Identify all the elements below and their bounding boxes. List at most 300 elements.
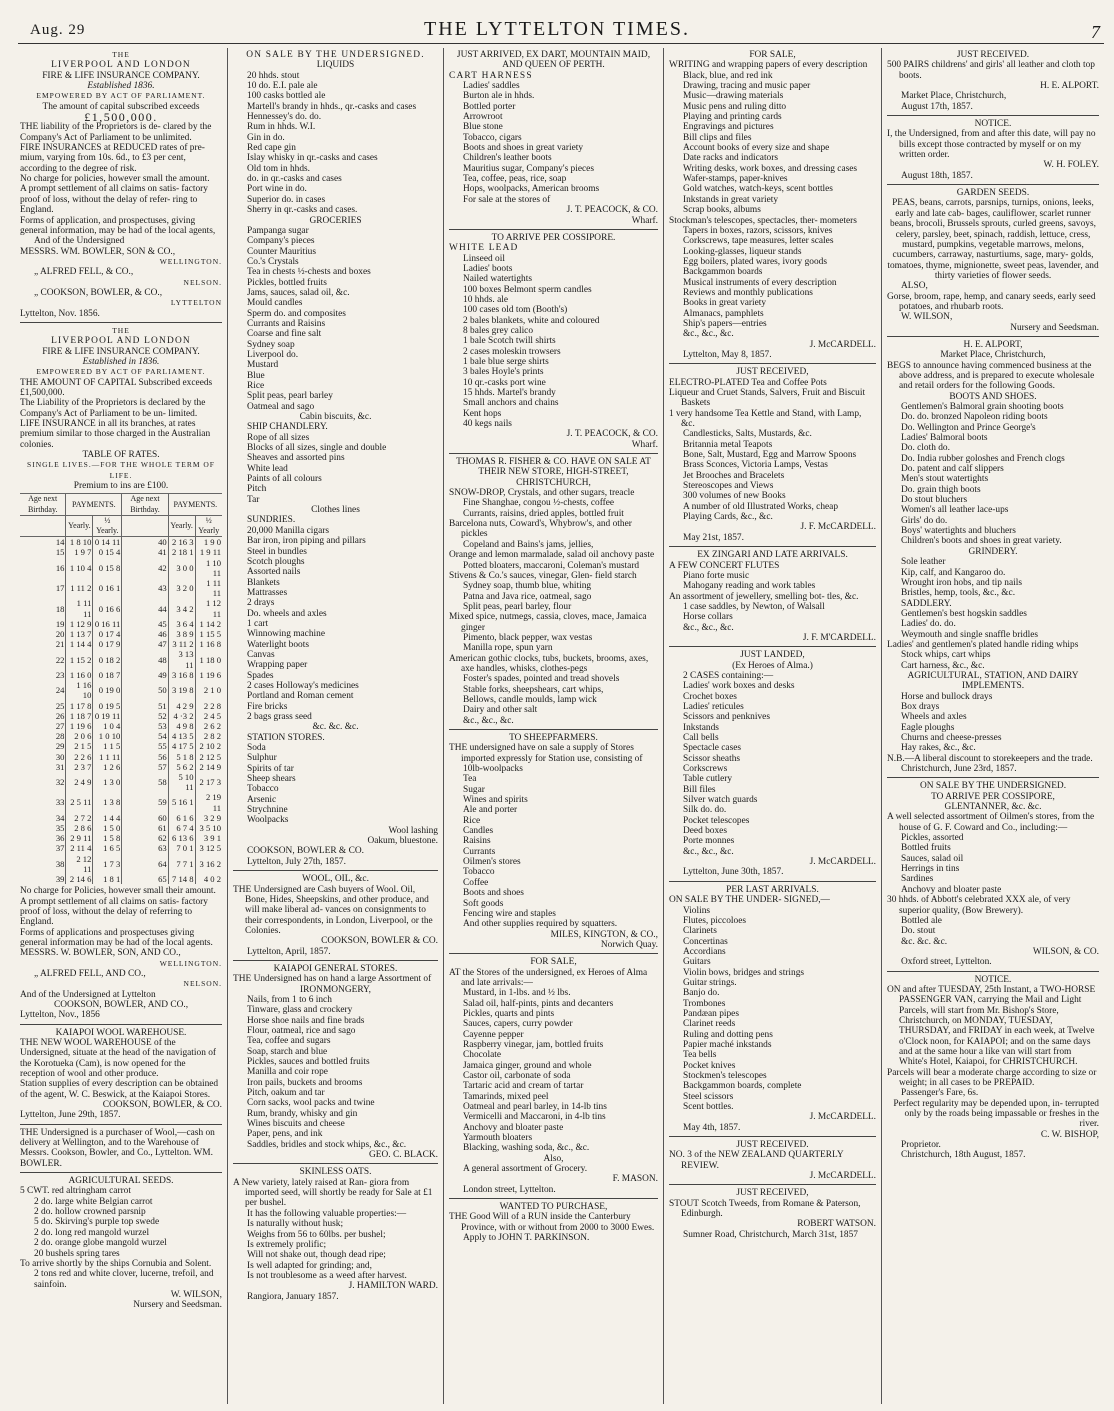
table-cell: 1 4 4	[93, 813, 122, 823]
ad-signature: Wharf.	[631, 439, 658, 450]
ad-item: Pocket telescopes	[683, 815, 750, 826]
ad-item: Bellows, candle moulds, lamp wick	[463, 694, 597, 705]
ad-item: Christchurch, 18th August, 1857.	[901, 1150, 1026, 1161]
ad-item: Bottled porter	[463, 101, 516, 112]
ad-body: Forms of applications and prospectuses giving general information may be had of the local agents.	[20, 927, 213, 948]
ad-item: Brass Sconces, Victoria Lamps, Vestas	[683, 460, 828, 471]
ad-place: WELLINGTON.	[159, 256, 222, 266]
table-row	[20, 680, 222, 700]
ad-item: Foster's spades, pointed and tread shovels	[463, 674, 620, 685]
ad-signature: C. W. BISHOP,	[1040, 1129, 1099, 1140]
ad-item: 2 do. hollow crowned parsnip	[34, 1207, 146, 1218]
ad-signature: H. E. ALPORT.	[1040, 81, 1099, 92]
ad-signature: J. McCARDELL.	[809, 857, 876, 868]
table-row	[20, 578, 222, 598]
ad-item: SUNDRIES.	[247, 515, 296, 526]
ad-item: 1 cart	[247, 618, 269, 629]
ad-item: Soap, starch and blue	[247, 1046, 328, 1057]
table-row	[20, 598, 222, 618]
ad-body: THE NEW WOOL WAREHOUSE of the Undersigned, situate at the head of the navigation of the Korotueka (Cam), is now opened for the reception of wool and other produce.	[20, 1037, 217, 1079]
ad-item: Waterlight boots	[247, 639, 309, 650]
ad-item: Egg boilers, plated wares, ivory goods	[683, 256, 827, 267]
ad-item: Wrapping paper	[247, 660, 308, 671]
table-row	[20, 721, 222, 731]
ad-item: Linseed oil	[463, 253, 505, 264]
ad-item: Churns and cheese-presses	[901, 733, 1002, 743]
ad-item: &c., &c., &c.	[683, 846, 734, 857]
ad-heading: KAIAPOI WOOL WAREHOUSE.	[55, 1027, 187, 1038]
ad-body: The Liability of the Proprietors is declared by the Company's Act of Parliament to be un- limited.	[20, 398, 206, 419]
table-cell: 1 17 8	[66, 701, 93, 711]
ad-item: Lyttelton, July 27th, 1857.	[247, 856, 346, 867]
ad-line: THE	[112, 50, 130, 59]
table-cell: 1 8 10	[66, 537, 93, 548]
table-cell: 1 14 2	[195, 619, 222, 629]
ad-divider	[233, 870, 438, 871]
ad-item: Superior do. in cases	[247, 194, 326, 205]
ad-item: Bottled fruits	[901, 843, 951, 854]
ad-divider	[669, 1184, 876, 1185]
ad-item: Pampanga sugar	[247, 225, 309, 236]
table-cell: 7 7 1	[168, 854, 195, 874]
ad-body: THE Good Will of a RUN inside the Canterbury Province, with or without from 2000 to 3000 Ewes.	[449, 1212, 655, 1233]
ad-item: Deed boxes	[683, 826, 727, 837]
ad-item: Backgammon boards, complete	[683, 1081, 802, 1092]
ad-heading: EX ZINGARI AND LATE ARRIVALS.	[697, 550, 848, 561]
table-cell: 2 12 11	[66, 854, 93, 874]
ad-item: Sole leather	[901, 557, 946, 568]
ad-item: Concertinas	[683, 936, 728, 947]
ad-item: Ale and porter	[463, 805, 518, 816]
ad-divider	[233, 960, 438, 961]
ad-item: Boys' watertights and bluchers	[901, 526, 1016, 537]
ad-item: Canvas	[247, 649, 275, 660]
advert-childrens-boots	[887, 50, 1099, 112]
ad-divider	[233, 1163, 438, 1164]
ad-line: SINGLE LIVES.—FOR THE WHOLE TERM OF LIFE.	[27, 460, 215, 480]
ad-item: Sydney soap, thumb blue, whiting	[463, 581, 592, 592]
ad-item: Spirits of tar	[247, 763, 294, 774]
ad-line: EMPOWERED BY ACT OF PARLIAMENT.	[36, 367, 206, 377]
ad-item: Guitars	[683, 957, 711, 968]
table-row	[20, 874, 222, 884]
table-header: Age next Birthday.	[20, 494, 66, 515]
ad-item: Tea, coffee and sugars	[247, 1036, 331, 1047]
ad-body: THE Undersigned are Cash buyers of Wool. Oil, Bone, Hides, Sheepskins, and other produce, and will make liberal ad- vances on consignments to their correspondents, in London, Liverpool, or the Colonies.	[233, 884, 433, 936]
ad-signature: J. McCARDELL.	[809, 1112, 876, 1123]
table-cell: 6 1 6	[168, 813, 195, 823]
ad-item: 20,000 Manilla cigars	[247, 525, 330, 536]
ad-signature: COOKSON, BOWLER & CO.	[321, 936, 438, 947]
ad-signature: Perfect regularity may be depended upon, in- terrupted only by the roads being impassable or freshes in the river.	[893, 1098, 1099, 1130]
ad-item: Tinware, glass and crockery	[247, 1005, 353, 1016]
ad-item: White lead	[247, 463, 288, 474]
table-cell: 1 11 11	[195, 578, 222, 598]
ad-item: May 4th, 1857.	[683, 1122, 741, 1133]
ad-item: Manilla rope, spun yarn	[463, 643, 553, 654]
ad-item: &c., &c., &c.	[463, 715, 514, 726]
ad-item: Rangiora, January 1857.	[247, 1291, 339, 1302]
ad-item: Currants	[463, 846, 496, 857]
ad-item: STATION STORES.	[247, 732, 325, 743]
ad-heading: JUST RECEIVED,	[736, 1188, 809, 1199]
ad-item: Stockmen's telescopes	[683, 1071, 767, 1081]
ad-item: 2 CASES containing:—	[683, 670, 774, 681]
ad-item: Oatmeal and pearl barley, in 14-lb tins	[463, 1102, 607, 1113]
table-cell: 1 16 10	[66, 680, 93, 700]
table-cell: 1 9 0	[195, 537, 222, 548]
ad-item: Spades	[247, 670, 274, 681]
ad-item: Pimento, black pepper, wax vestas	[463, 632, 593, 643]
table-cell: 5 1 8	[168, 752, 195, 762]
ad-body: An assortment of jewellery, smelling bot- tles, &c.	[669, 591, 859, 602]
table-cell: 3 2 0	[168, 578, 195, 598]
ad-item: Looking-glasses, liqueur stands	[683, 246, 802, 257]
ad-item: Fine Shanghae, congou ½-chests, coffee	[463, 498, 615, 509]
ad-item: Playing and printing cards	[683, 112, 782, 123]
table-cell: 1 2 6	[93, 762, 122, 772]
table-cell: 3 11 2	[168, 639, 195, 649]
ad-item: Bill files	[683, 784, 716, 795]
ad-subheading: GLENTANNER, &c. &c.	[944, 802, 1042, 813]
table-cell: 17	[55, 583, 65, 594]
table-cell: 63	[122, 843, 168, 853]
column-rule	[227, 48, 228, 1404]
table-cell: 39	[55, 873, 65, 884]
ad-body: Mixed spice, nutmegs, cassia, cloves, mace, Jamaica ginger	[449, 612, 647, 633]
ad-item: Rice	[247, 381, 265, 391]
table-row	[20, 701, 222, 711]
ad-item: Call bells	[683, 733, 719, 743]
ad-divider	[669, 881, 876, 882]
ad-item: Sherry in qr.-casks and cases.	[247, 205, 358, 216]
table-cell: 3 4 2	[168, 598, 195, 618]
table-header: PAYMENTS.	[168, 494, 222, 515]
ad-body: CART HARNESS	[449, 70, 533, 81]
ad-body: Orange and lemon marmalade, salad oil anchovy paste	[449, 550, 655, 561]
ad-item: Wrought iron hobs, and tip nails	[901, 577, 1022, 588]
ad-item: Guitar strings.	[683, 977, 737, 988]
ad-item: Company's pieces	[247, 236, 315, 247]
ad-item: Blue	[247, 370, 265, 381]
ad-item: Currants, raisins, dried apples, bottled fruit	[463, 508, 624, 519]
table-cell: 0 16 6	[93, 598, 122, 618]
table-cell: 49	[122, 670, 168, 680]
ad-heading: JUST LANDED,	[740, 650, 805, 661]
ad-date: Lyttelton, Nov., 1856	[20, 1010, 100, 1021]
advert-kaiapoi-stores	[233, 964, 438, 1161]
ad-signature: Nursery and Seedsman.	[1010, 322, 1099, 333]
ad-body: American gothic clocks, tubs, buckets, brooms, axes, axe handles, whisks, clothes-pegs	[449, 653, 649, 674]
ad-item: Saddles, bridles and stock whips, &c., &c.	[247, 1139, 407, 1150]
ad-body: Forms of application, and prospectuses, giving general information, may be had of the local agents,	[20, 215, 216, 236]
table-cell: 22	[55, 654, 65, 665]
ad-item: Is extremely prolific;	[247, 1239, 327, 1250]
ad-item: 2 do. orange globe mangold wurzel	[34, 1238, 167, 1249]
ad-subheading: LIQUIDS	[316, 60, 355, 71]
ad-item: Split peas, pearl barley	[247, 391, 333, 402]
ad-item: Tea in chests ½-chests and boxes	[247, 267, 371, 278]
ad-item: Do. Wellington and Prince George's	[901, 422, 1036, 433]
ad-item: &c. &c. &c.	[901, 936, 948, 947]
ad-item: Scissor sheaths	[683, 753, 741, 764]
ad-item: Tobacco	[463, 867, 495, 878]
ad-agent: MESSRS. W. BOWLER, SON, AND CO.,	[20, 948, 181, 959]
ad-item: Bill clips and files	[683, 132, 752, 143]
column-rule	[881, 48, 882, 1404]
ad-item: Tobacco	[247, 784, 279, 795]
ad-body: No charge for Policies, however small their amount.	[20, 886, 216, 897]
ad-item: Woolpacks	[247, 815, 289, 826]
ad-item: Rum, brandy, whisky and gin	[247, 1108, 358, 1119]
ad-signature: COOKSON, BOWLER, AND CO.,	[53, 999, 189, 1010]
ad-heading: ON SALE BY THE UNDERSIGNED.	[919, 781, 1067, 792]
table-cell: 2 1 5	[66, 741, 93, 751]
ad-item: Black, blue, and red ink	[683, 70, 773, 81]
column-4	[669, 50, 876, 1402]
ad-item: Wines and spirits	[463, 795, 528, 806]
table-cell: 0 18 7	[93, 670, 122, 680]
ad-item: Tapers in boxes, razors, scissors, knives	[683, 225, 833, 236]
ad-item: Bar iron, iron piping and pillars	[247, 536, 366, 547]
advert-on-sale-cookson	[233, 50, 438, 867]
ad-divider	[669, 546, 876, 547]
ad-item: May 21st, 1857.	[683, 532, 744, 543]
ad-body: WRITING and wrapping papers of every description	[669, 60, 868, 71]
ad-item: Liverpool do.	[247, 349, 299, 360]
table-cell: 2 5 11	[66, 792, 93, 812]
ad-item: Candles	[463, 826, 494, 837]
ad-heading: FIRE & LIFE INSURANCE COMPANY.	[42, 70, 200, 81]
table-cell: 1 5 0	[93, 823, 122, 833]
table-cell: 0 14 11	[94, 537, 121, 548]
ad-body: A prompt settlement of all claims on satis- factory proof of loss, without the delay of referring to England.	[20, 896, 208, 928]
table-cell: 58	[122, 772, 168, 792]
table-cell: 0 17 9	[93, 639, 122, 649]
masthead	[0, 0, 1114, 44]
ad-subheading: GRINDERY.	[968, 546, 1018, 557]
ad-body: NO. 3 of the NEW ZEALAND QUARTERLY REVIEW.	[669, 1150, 844, 1171]
ad-body: Station supplies of every description can be obtained of the agent, W. C. Beswick, at the Kaiapoi Stores.	[20, 1079, 219, 1100]
table-cell: 59	[122, 792, 168, 812]
ad-item: 20 bushels spring tares	[34, 1248, 120, 1259]
ad-item: Sperm do. and composites	[247, 308, 346, 319]
issue-date: Aug. 29	[30, 22, 86, 38]
table-cell: 53	[122, 721, 168, 731]
advert-for-sale-mason	[449, 957, 658, 1195]
ad-item: Mould candles	[247, 298, 303, 309]
ad-heading: FOR SALE,	[530, 957, 577, 968]
ad-item: Islay whisky in qr.-casks and cases	[247, 153, 378, 164]
table-cell: 1 0 10	[93, 731, 122, 741]
advert-insurance-terms	[20, 886, 222, 1020]
ad-signature: J. T. PEACOCK, & CO.	[566, 429, 658, 440]
column-rule	[443, 48, 444, 1404]
ad-item: Tea	[463, 774, 477, 785]
ad-item: Potted bloaters, maccaroni, Coleman's mustard	[463, 560, 640, 571]
page-number: 7	[1091, 22, 1100, 42]
ad-item: Arrowroot	[463, 112, 503, 123]
ad-item: Playing Cards, &c., &c.	[683, 512, 773, 523]
ad-body: WHITE LEAD	[449, 243, 519, 254]
table-cell: 2 1 0	[195, 680, 222, 700]
ad-line: Established 1836.	[87, 81, 155, 92]
ad-item: 10 hhds. ale	[463, 294, 509, 305]
ad-subheading: TABLE OF RATES.	[82, 450, 160, 461]
ad-subheading: TO ARRIVE PER COSSIPORE,	[931, 791, 1055, 802]
ad-item: 3 bales Hoyle's prints	[463, 367, 544, 378]
ad-item: Do. cloth do.	[901, 443, 950, 454]
table-cell: 29	[55, 741, 65, 752]
ad-heading: SKINLESS OATS.	[299, 1167, 372, 1178]
ad-signature: J. F. M'CARDELL.	[802, 632, 876, 643]
ad-item: Horse collars	[683, 612, 733, 623]
ad-item: Bristles, hemp, tools, &c., &c.	[901, 588, 1016, 599]
ad-item: Porte monnes	[683, 836, 735, 847]
ad-item: 100 boxes Belmont sperm candles	[463, 284, 592, 295]
table-cell: 32	[55, 777, 65, 788]
table-cell: 1 7 3	[93, 854, 122, 874]
table-cell: 5 16 1	[168, 792, 195, 812]
ad-divider	[449, 229, 658, 230]
table-cell: 19	[55, 618, 65, 629]
ad-item: Scent bottles.	[683, 1102, 734, 1113]
ad-heading: JUST ARRIVED, EX DART, MOUNTAIN MAID, AND QUEEN OF PERTH.	[456, 50, 651, 71]
ad-body: SNOW-DROP, Crystals, and other sugars, treacle	[449, 488, 635, 499]
ad-item: Bottled ale	[901, 915, 942, 926]
ad-signature: J. McCARDELL.	[809, 1171, 876, 1182]
ad-signature: W. WILSON,	[170, 1289, 222, 1300]
ad-agent: MESSRS. WM. BOWLER, SON & CO.,	[20, 246, 176, 257]
ad-item: Raspberry vinegar, jam, bottled fruits	[463, 1039, 604, 1050]
ad-item: Lyttelton, June 30th, 1857.	[683, 867, 784, 878]
ad-item: 100 casks bottled ale	[247, 91, 326, 102]
ad-item: 40 kegs nails	[463, 419, 512, 430]
ad-signature: J. McCARDELL.	[809, 339, 876, 350]
ad-item: Stereoscopes and Views	[683, 481, 774, 492]
table-cell: 1 18 7	[66, 711, 93, 721]
table-cell: 1 11 11	[66, 598, 93, 618]
table-cell: 2 12 5	[195, 752, 222, 762]
table-cell: 3 16 8	[168, 670, 195, 680]
ad-heading: LIVERPOOL AND LONDON	[51, 60, 191, 71]
ad-item: And other supplies required by squatters.	[463, 919, 618, 930]
ad-item: Crochet boxes	[683, 691, 737, 702]
ad-agent: „ COOKSON, BOWLER, & CO.,	[34, 287, 163, 298]
table-cell: 31	[55, 761, 65, 772]
table-cell: 2 9 11	[66, 833, 93, 843]
ad-item: Corkscrews	[683, 764, 728, 775]
table-cell: 1 9 11	[195, 547, 222, 557]
table-row	[20, 558, 222, 578]
ad-item: Stock whips, cart whips	[901, 650, 991, 661]
ad-item: 1 bale blue serge shirts	[463, 356, 549, 367]
ad-item: Soft goods	[463, 898, 504, 909]
ad-item: Piano forte music	[683, 570, 750, 581]
ad-line: EMPOWERED BY ACT OF PARLIAMENT.	[36, 91, 206, 101]
ad-item: 15 hhds. Martel's brandy	[463, 388, 556, 398]
ad-item: Tartaric acid and cream of tartar	[463, 1081, 584, 1092]
table-cell: 1 14 4	[66, 639, 93, 649]
ad-body: STOUT Scotch Tweeds, from Romane & Paterson, Edinburgh.	[669, 1198, 861, 1220]
table-cell: 46	[122, 629, 168, 639]
table-cell: 51	[122, 701, 168, 711]
table-cell: 0 19 0	[93, 680, 122, 700]
ad-body: A New variety, lately raised at Ran- giora from imported seed, will shortly be ready for Sale at £1 per bushel.	[233, 1177, 433, 1209]
ad-body: THE AMOUNT OF CAPITAL Subscribed exceeds £1,500,000.	[20, 377, 213, 398]
table-cell: 1 13 7	[66, 629, 93, 639]
ad-item: A number of old Illustrated Works, cheap	[683, 501, 839, 512]
ad-body: I, the Undersigned, from and after this date, will pay no bills except those contracted by myself or on my written order.	[887, 129, 1096, 161]
ad-body: No charge for policies, however small the amount.	[20, 174, 210, 185]
ad-item: Martell's brandy in hhds., qr.-casks and cases	[247, 101, 417, 112]
table-subheader: ½ Yearly.	[93, 515, 122, 536]
table-cell: 1 6 5	[93, 843, 122, 853]
column-rule	[663, 48, 664, 1404]
ad-item: Sauces, salad oil	[901, 853, 964, 864]
ad-heading: TO ARRIVE PER COSSIPORE.	[491, 232, 616, 243]
table-cell: 2 3 7	[66, 762, 93, 772]
table-cell: 2 2 6	[66, 752, 93, 762]
table-row	[20, 792, 222, 812]
ad-body: Stockman's telescopes, spectacles, ther- mometers	[669, 215, 857, 226]
ad-item: Tar	[247, 494, 260, 505]
ad-item: Hay rakes, &c., &c.	[901, 743, 976, 754]
ad-item: do. in qr.-casks and cases	[247, 174, 342, 185]
ad-heading: GARDEN SEEDS.	[956, 188, 1030, 199]
ad-item: Blankets	[247, 577, 280, 588]
ad-item: Eagle ploughs	[901, 722, 955, 733]
ad-item: Pocket knives	[683, 1060, 736, 1071]
table-cell: 21	[55, 639, 65, 650]
ad-item: Gin in do.	[247, 132, 285, 143]
ad-item: Sheep shears	[247, 774, 296, 785]
table-row	[20, 619, 222, 629]
advert-fisher-store	[449, 457, 658, 726]
ad-item: Patna and Java rice, oatmeal, sago	[463, 591, 592, 602]
table-cell: 2 6 2	[195, 721, 222, 731]
ad-item: 2 cases moleskin trowsers	[463, 346, 561, 357]
ad-body: ELECTRO-PLATED Tea and Coffee Pots	[669, 377, 827, 388]
ad-item: Market Place, Christchurch,	[901, 91, 1007, 102]
ad-divider	[20, 1172, 222, 1173]
ad-item: Tea bells	[683, 1050, 717, 1061]
table-cell: 3 5 10	[195, 823, 222, 833]
ad-body: A prompt settlement of all claims on satis- factory proof of loss, without the delay of refer- ring to England.	[20, 184, 208, 216]
table-row	[20, 762, 222, 772]
ad-item: Gentlemen's Balmoral grain shooting boots	[901, 402, 1064, 412]
table-cell: 0 15 4	[93, 547, 122, 557]
ad-item: 5 do. Skirving's purple top swede	[34, 1217, 160, 1228]
ad-body: Ladies' and gentlemen's plated handle riding whips	[887, 639, 1079, 650]
ad-item: 1 case saddles, by Newton, of Walsall	[683, 601, 825, 612]
ad-item: 2 drays	[247, 598, 275, 609]
ad-heading: TO SHEEPFARMERS.	[509, 733, 598, 743]
ad-heading: JUST RECEIVED,	[736, 367, 809, 378]
ad-divider	[449, 729, 658, 730]
ad-date: Lyttelton, June 29th, 1857.	[20, 1110, 121, 1121]
table-cell: 23	[55, 669, 65, 680]
ad-item: Fire bricks	[247, 701, 288, 712]
table-row	[20, 711, 222, 721]
ad-agent: „ ALFRED FELL, & CO.,	[34, 267, 134, 278]
ad-subheading: BOOTS AND SHOES.	[949, 391, 1037, 402]
ad-item: Dairy and other salt	[463, 705, 538, 716]
advert-skinless-oats	[233, 1167, 438, 1301]
ad-item: Sauces, capers, curry powder	[463, 1019, 573, 1030]
ad-body: THE liability of the Proprietors is de- clared by the Company's Act of Parliament to be unlimited.	[20, 122, 212, 143]
ad-heading: NOTICE.	[974, 974, 1012, 985]
